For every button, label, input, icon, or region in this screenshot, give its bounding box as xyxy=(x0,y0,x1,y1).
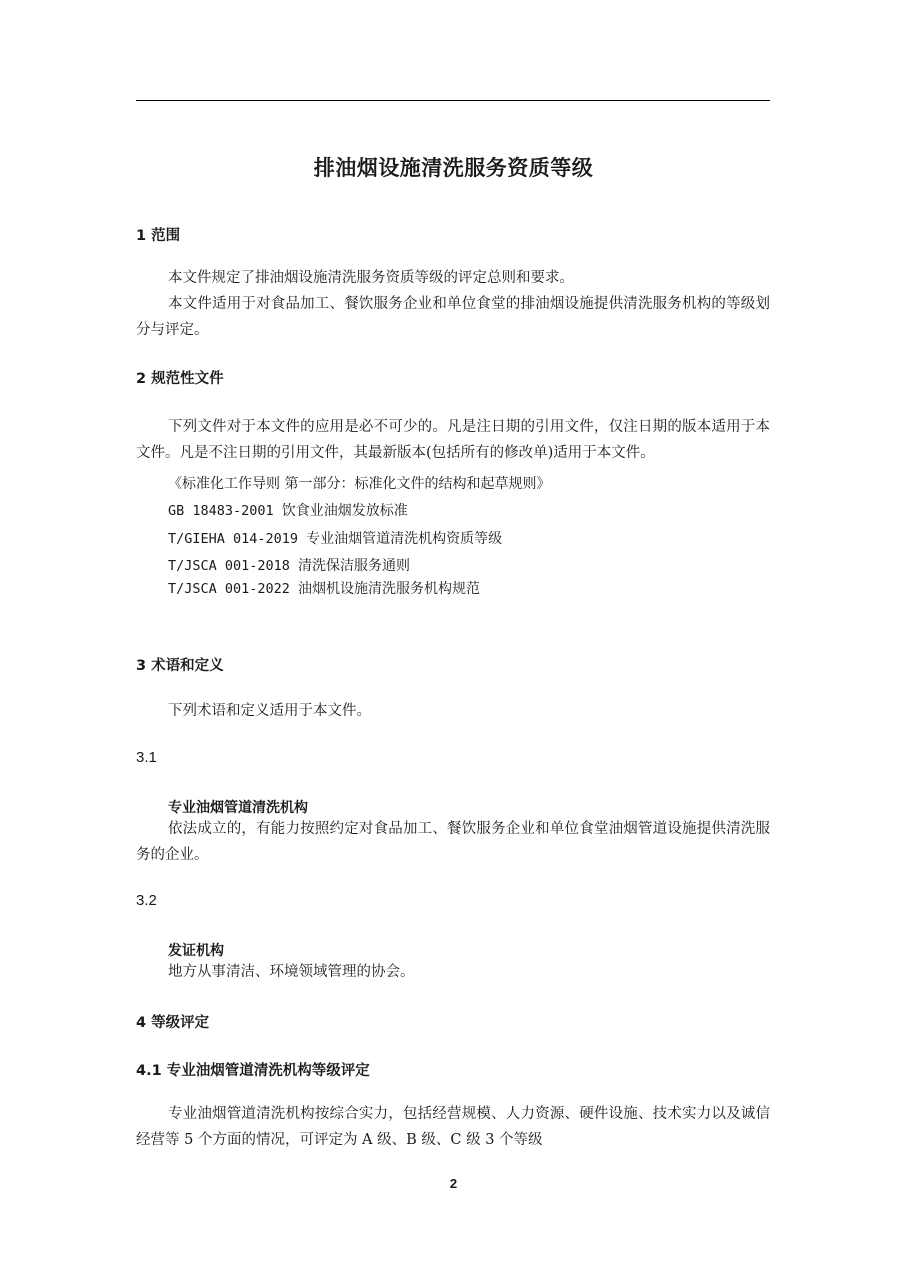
reference-item: GB 18483-2001 饮食业油烟发放标准 xyxy=(168,503,408,519)
section-2-paragraph-1: 下列文件对于本文件的应用是必不可少的。凡是注日期的引用文件，仅注日期的版本适用于本文件。凡是不注日期的引用文件，其最新版本(包括所有的修改单)适用于本文件。 xyxy=(136,419,770,461)
section-3-body xyxy=(136,698,770,724)
reference-item: 《标准化工作导则 第一部分：标准化文件的结构和起草规则》 xyxy=(168,476,551,492)
section-4-1-paragraph-1: 专业油烟管道清洗机构按综合实力，包括经营规模、人力资源、硬件设施、技术实力以及诚信经营等 5 个方面的情况，可评定为 A 级、B 级、C 级 3 个等级 xyxy=(136,1106,770,1148)
page-number: 2 xyxy=(449,1176,458,1191)
section-2-heading: 2 规范性文件 xyxy=(136,371,224,387)
section-4-1-body xyxy=(136,1101,770,1153)
term-3-1-title: 专业油烟管道清洗机构 xyxy=(168,800,308,816)
section-4-heading: 4 等级评定 xyxy=(136,1015,210,1031)
term-3-2-definition: 地方从事清洁、环境领域管理的协会。 xyxy=(168,964,415,980)
section-1-paragraph-2: 本文件适用于对食品加工、餐饮服务企业和单位食堂的排油烟设施提供清洗服务机构的等级划分与评定。 xyxy=(136,296,770,338)
reference-item: T/JSCA 001-2022 油烟机设施清洗服务机构规范 xyxy=(168,581,481,597)
term-3-2-number: 3.2 xyxy=(136,892,157,909)
reference-item: T/GIEHA 014-2019 专业油烟管道清洗机构资质等级 xyxy=(168,531,503,547)
document-title: 排油烟设施清洗服务资质等级 xyxy=(313,156,594,180)
section-3-heading: 3 术语和定义 xyxy=(136,658,224,674)
section-4-1-heading: 4.1 专业油烟管道清洗机构等级评定 xyxy=(136,1063,370,1079)
header-rule xyxy=(136,100,770,101)
term-3-1-definition: 依法成立的，有能力按照约定对食品加工、餐饮服务企业和单位食堂油烟管道设施提供清洗服务的企业。 xyxy=(136,821,770,863)
reference-item: T/JSCA 001-2018 清洗保洁服务通则 xyxy=(168,558,411,574)
section-1-body xyxy=(136,265,770,343)
term-3-2-title: 发证机构 xyxy=(168,943,224,959)
section-2-body xyxy=(136,414,770,466)
section-1-paragraph-1: 本文件规定了排油烟设施清洗服务资质等级的评定总则和要求。 xyxy=(168,270,574,286)
section-1-heading: 1 范围 xyxy=(136,228,181,244)
section-3-paragraph-1: 下列术语和定义适用于本文件。 xyxy=(168,703,371,719)
term-3-1-number: 3.1 xyxy=(136,749,157,766)
